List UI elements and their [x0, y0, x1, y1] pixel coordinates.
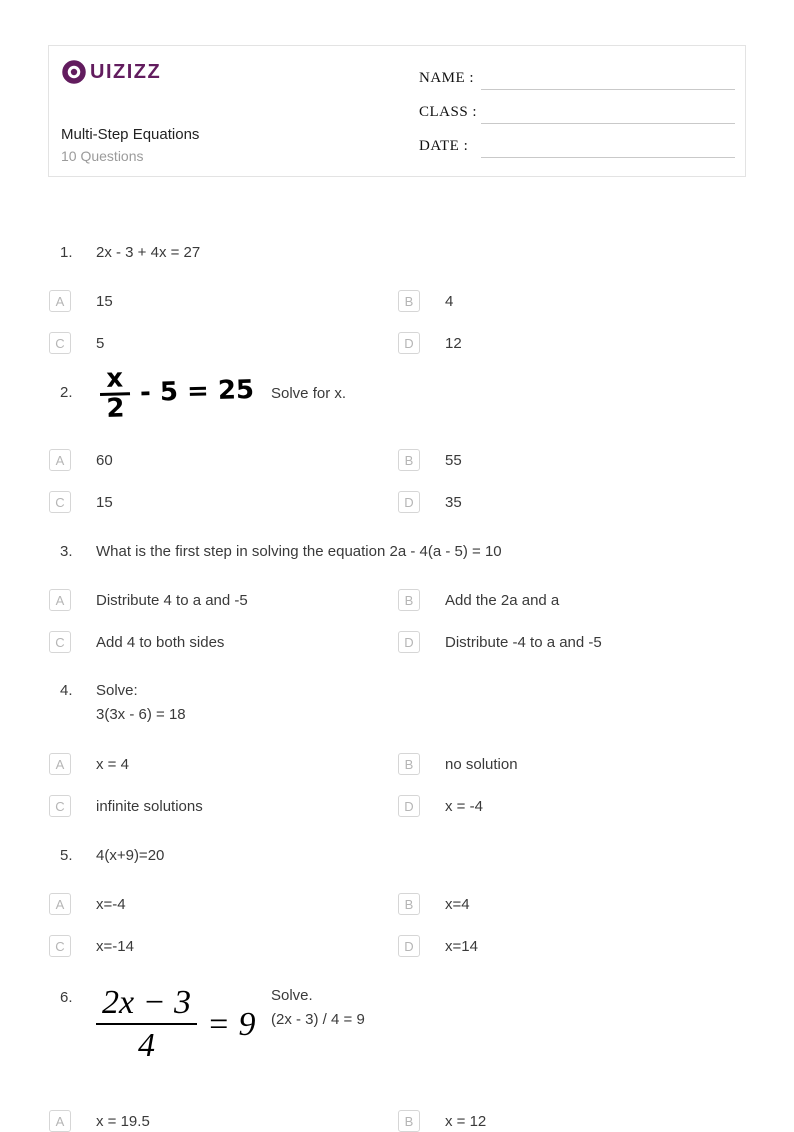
date-label: DATE :	[419, 138, 469, 154]
option-letter-box[interactable]: B	[398, 290, 420, 312]
option-a	[49, 753, 398, 775]
fraction-numerator: 2x − 3	[102, 984, 192, 1021]
option-letter-box[interactable]: C	[49, 935, 71, 957]
question-4-options	[49, 753, 747, 817]
question-text	[96, 681, 186, 725]
question-text-line-1: Solve:	[96, 682, 138, 699]
option-letter-box[interactable]: D	[398, 795, 420, 817]
instruction-line-1: Solve.	[271, 987, 313, 1004]
option-a	[49, 1110, 398, 1132]
option-text: Add 4 to both sides	[96, 633, 225, 651]
question-count: 10 Questions	[61, 148, 144, 164]
option-letter-box[interactable]: A	[49, 753, 71, 775]
option-text: no solution	[445, 755, 518, 773]
option-text: 55	[445, 451, 462, 469]
option-text: Add the 2a and a	[445, 591, 560, 609]
question-text: 4(x+9)=20	[96, 847, 165, 864]
option-text: x = 4	[96, 755, 129, 773]
option-text: 35	[445, 493, 462, 511]
option-text: x = -4	[445, 797, 483, 815]
option-b	[398, 589, 747, 611]
option-a	[49, 449, 398, 471]
option-c	[49, 795, 398, 817]
equation-rest: - 5 = 25	[139, 375, 255, 409]
fraction-denominator: 2	[106, 393, 125, 425]
name-label: NAME :	[419, 70, 475, 86]
option-d	[398, 491, 747, 513]
option-text: 60	[96, 451, 113, 469]
option-letter-box[interactable]: C	[49, 332, 71, 354]
option-letter-box[interactable]: C	[49, 631, 71, 653]
option-letter-box[interactable]: D	[398, 491, 420, 513]
question-4	[60, 681, 750, 725]
question-6-instruction	[271, 986, 365, 1030]
option-d	[398, 631, 747, 653]
option-text: x = 12	[445, 1112, 487, 1130]
quizizz-logo-text: UIZIZZ	[90, 60, 162, 83]
fraction-denominator: 4	[138, 1027, 156, 1065]
option-letter-box[interactable]: A	[49, 589, 71, 611]
date-input-line[interactable]	[481, 156, 735, 158]
option-text: 5	[96, 334, 105, 352]
option-letter-box[interactable]: B	[398, 589, 420, 611]
question-5-options	[49, 893, 747, 957]
name-field	[419, 68, 735, 92]
option-b	[398, 449, 747, 471]
fraction-numerator: x	[105, 363, 124, 394]
option-letter-box[interactable]: D	[398, 332, 420, 354]
option-letter-box[interactable]: B	[398, 449, 420, 471]
option-letter-box[interactable]: A	[49, 290, 71, 312]
date-field	[419, 136, 735, 160]
option-letter-box[interactable]: B	[398, 753, 420, 775]
option-c	[49, 491, 398, 513]
question-5	[60, 846, 750, 866]
question-text: What is the first step in solving the equation 2a - 4(a - 5) = 10	[96, 543, 502, 560]
option-b	[398, 290, 747, 312]
question-number: 1.	[60, 244, 73, 261]
worksheet-header	[48, 45, 746, 177]
option-letter-box[interactable]: D	[398, 631, 420, 653]
question-6-math-image	[96, 982, 256, 1067]
option-letter-box[interactable]: A	[49, 893, 71, 915]
question-number: 2.	[60, 384, 73, 401]
option-d	[398, 935, 747, 957]
option-text: x = 19.5	[96, 1112, 150, 1130]
option-text: Distribute -4 to a and -5	[445, 633, 602, 651]
option-b	[398, 753, 747, 775]
option-text: x=4	[445, 895, 470, 913]
question-1	[60, 243, 750, 263]
question-number: 5.	[60, 847, 73, 864]
class-label: CLASS :	[419, 104, 478, 120]
question-3-options	[49, 589, 747, 653]
option-text: 15	[96, 493, 113, 511]
option-b	[398, 1110, 747, 1132]
fraction	[99, 365, 131, 423]
question-1-options	[49, 290, 747, 354]
question-6-options	[49, 1110, 747, 1132]
option-c	[49, 935, 398, 957]
instruction-line-2: (2x - 3) / 4 = 9	[271, 1011, 365, 1028]
question-2-options	[49, 449, 747, 513]
equation-rest: = 9	[207, 1005, 256, 1043]
option-text: x=-4	[96, 895, 126, 913]
option-text: 12	[445, 334, 462, 352]
question-number: 3.	[60, 543, 73, 560]
name-input-line[interactable]	[481, 88, 735, 90]
option-d	[398, 332, 747, 354]
option-letter-box[interactable]: B	[398, 893, 420, 915]
question-number: 4.	[60, 682, 73, 699]
option-text: infinite solutions	[96, 797, 203, 815]
question-3	[60, 542, 750, 562]
option-letter-box[interactable]: C	[49, 795, 71, 817]
option-letter-box[interactable]: C	[49, 491, 71, 513]
question-2-math-image	[99, 362, 255, 424]
question-text: 2x - 3 + 4x = 27	[96, 244, 201, 261]
quizizz-logo	[61, 59, 161, 85]
option-text: x=14	[445, 937, 478, 955]
quizizz-logo-icon	[61, 59, 87, 85]
question-number: 6.	[60, 989, 73, 1006]
option-text: x=-14	[96, 937, 134, 955]
option-text: 15	[96, 292, 113, 310]
option-letter-box[interactable]: B	[398, 1110, 420, 1132]
option-a	[49, 893, 398, 915]
option-letter-box[interactable]: A	[49, 449, 71, 471]
class-field	[419, 102, 735, 126]
option-d	[398, 795, 747, 817]
option-letter-box[interactable]: A	[49, 1110, 71, 1132]
option-a	[49, 589, 398, 611]
question-2-instruction: Solve for x.	[271, 385, 347, 402]
option-text: Distribute 4 to a and -5	[96, 591, 248, 609]
option-a	[49, 290, 398, 312]
question-text-line-2: 3(3x - 6) = 18	[96, 706, 186, 723]
option-c	[49, 631, 398, 653]
option-text: 4	[445, 292, 454, 310]
fraction	[96, 982, 197, 1067]
option-b	[398, 893, 747, 915]
option-letter-box[interactable]: D	[398, 935, 420, 957]
worksheet-title: Multi-Step Equations	[61, 126, 200, 143]
class-input-line[interactable]	[481, 122, 735, 124]
option-c	[49, 332, 398, 354]
